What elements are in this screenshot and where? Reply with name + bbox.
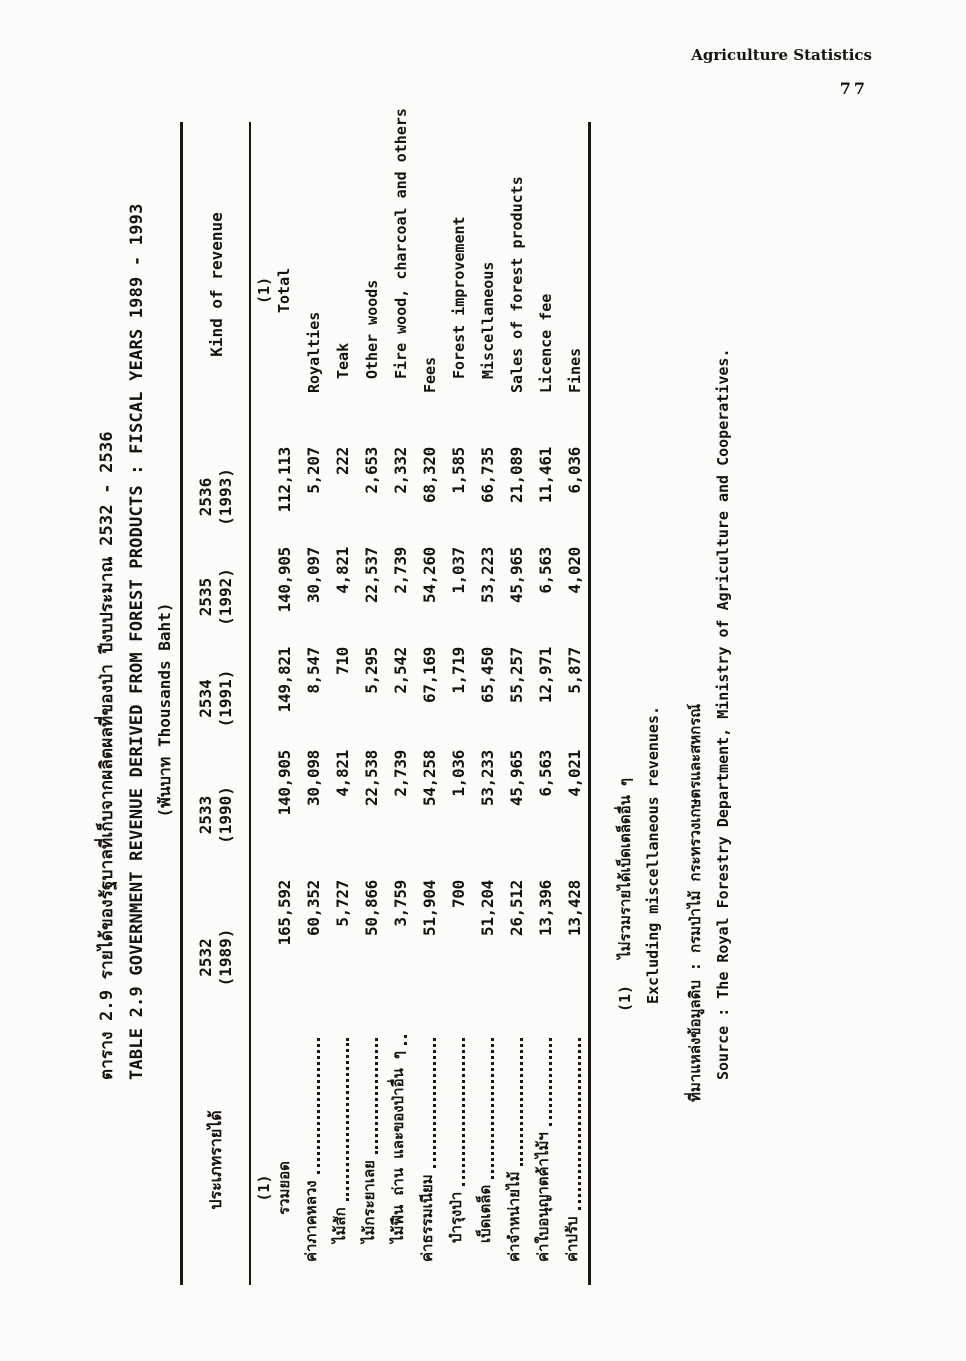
row-label-english: Fees [421, 356, 439, 393]
source-line-thai: ที่มาแหล่งข้อมูลดิบ : กรมป่าไม้ กระทรวงเกษตรและสหกรณ์ [686, 703, 704, 1102]
row-value-2536: 112,113 [275, 447, 294, 513]
revenue-table [180, 108, 591, 1285]
row-value-2535: 6,563 [536, 547, 555, 594]
source-line-english: Source : The Royal Forestry Department, Ministry of Agriculture and Cooperatives. [714, 348, 732, 1080]
row-label-english: Fines [566, 347, 584, 393]
table-title-block [82, 120, 152, 1300]
row-label-thai: ไม้กระยาเลย [357, 1035, 385, 1285]
row-label-english: Teak [334, 342, 352, 379]
rotated-table-sheet [82, 108, 792, 1300]
row-value-2533: 140,905 [275, 750, 294, 816]
row-label-thai: (1) รวมยอด [255, 1161, 293, 1215]
row-value-2536: 11,461 [536, 447, 555, 503]
row-value-2533: 1,036 [449, 750, 468, 797]
row-value-2532: 5,727 [333, 880, 352, 927]
table-row [443, 122, 472, 1285]
row-value-2535: 30,097 [304, 547, 323, 603]
row-value-2533: 22,538 [362, 750, 381, 806]
row-label-english: (1) Total [255, 267, 293, 313]
row-value-2535: 4,020 [565, 547, 584, 594]
table-title-english: TABLE 2.9 GOVERNMENT REVENUE DERIVED FROM FOREST PRODUCTS : FISCAL YEARS 1989 - 1993 [127, 203, 147, 1080]
dotted-leader [549, 1038, 552, 1126]
table-row [530, 122, 559, 1285]
dotted-leader [375, 1038, 378, 1154]
table-row [559, 122, 588, 1285]
row-label-english: Fire wood, charcoal and others [392, 108, 410, 379]
footnote-1 [611, 120, 639, 1300]
row-value-2534: 5,295 [362, 647, 381, 694]
row-value-2535: 1,037 [449, 547, 468, 594]
year-column-header: 2536 (1993) [196, 468, 235, 526]
page-number: 77 [839, 79, 868, 98]
row-value-2532: 13,396 [536, 880, 555, 936]
row-value-2533: 2,739 [391, 750, 410, 797]
table-row [298, 122, 327, 1285]
row-label-thai: ค่าจำหน่ายไม้ [502, 1035, 530, 1285]
row-label-thai: เบ็ดเตล็ด [473, 1035, 501, 1285]
dotted-leader [404, 1035, 407, 1045]
row-label-thai: ค่าใบอนุญาตค้าไม้ฯ [531, 1035, 559, 1285]
row-label-thai: ค่าภาคหลวง [299, 1035, 327, 1285]
row-value-2536: 21,089 [507, 447, 526, 503]
row-value-2535: 4,821 [333, 547, 352, 594]
row-label-thai: ค่าปรับ [560, 1035, 588, 1285]
table-header-row [183, 122, 249, 1285]
row-value-2536: 1,585 [449, 447, 468, 494]
dotted-leader [317, 1038, 320, 1174]
row-label-thai: ค่าธรรมเนียม [415, 1035, 443, 1285]
dotted-leader [433, 1038, 436, 1168]
row-label-thai: บำรุงป่า [444, 1035, 472, 1285]
row-value-2532: 51,904 [420, 880, 439, 936]
row-value-2532: 60,352 [304, 880, 323, 936]
row-value-2534: 2,542 [391, 647, 410, 694]
year-column-header: 2534 (1991) [196, 669, 235, 728]
row-value-2534: 149,821 [275, 647, 294, 713]
table-row [385, 108, 414, 1285]
row-value-2534: 1,719 [449, 647, 468, 694]
row-value-2534: 67,169 [420, 647, 439, 703]
row-value-2536: 6,036 [565, 447, 584, 494]
row-value-2532: 3,759 [391, 880, 410, 927]
row-value-2536: 66,735 [478, 447, 497, 503]
row-value-2533: 53,233 [478, 750, 497, 806]
row-value-2532: 51,204 [478, 880, 497, 936]
table-body [251, 108, 588, 1285]
column-header-kind-of-revenue: Kind of revenue [206, 212, 226, 357]
row-label-english: Miscellaneous [479, 261, 497, 379]
row-value-2535: 53,223 [478, 547, 497, 603]
row-value-2533: 6,563 [536, 750, 555, 797]
footnote-marker: (1) [616, 984, 634, 1012]
row-value-2535: 22,537 [362, 547, 381, 603]
dotted-leader [346, 1038, 349, 1201]
row-value-2532: 26,512 [507, 880, 526, 936]
row-value-2536: 2,653 [362, 447, 381, 494]
table-title-thai: ตาราง 2.9 รายได้ของรัฐบาลที่เก็บจากผลิตผลที่ของป่า ปีงบประมาณ 2532 - 2536 [97, 431, 117, 1080]
table-row [251, 122, 298, 1285]
row-value-2533: 30,098 [304, 750, 323, 806]
row-value-2534: 710 [333, 647, 352, 675]
running-head: Agriculture Statistics [691, 46, 872, 64]
row-value-2536: 5,207 [304, 447, 323, 494]
row-value-2532: 165,592 [275, 880, 294, 946]
row-label-english: Forest improvement [450, 216, 468, 379]
row-value-2535: 2,739 [391, 547, 410, 594]
row-value-2532: 13,428 [565, 880, 584, 936]
table-unit-label: (พันบาท Thousands Baht) [155, 602, 174, 818]
row-value-2533: 54,258 [420, 750, 439, 806]
dotted-leader [578, 1038, 581, 1210]
row-value-2535: 45,965 [507, 547, 526, 603]
row-value-2534: 12,971 [536, 647, 555, 703]
row-label-english: Sales of forest products [508, 176, 526, 393]
table-bottom-rule [588, 122, 591, 1285]
footnote-english: Excluding miscellaneous revenues. [644, 705, 662, 1004]
row-value-2534: 55,257 [507, 647, 526, 703]
table-row [414, 122, 443, 1285]
table-row [356, 122, 385, 1285]
row-value-2532: 700 [449, 880, 468, 908]
row-value-2534: 65,450 [478, 647, 497, 703]
row-value-2533: 45,965 [507, 750, 526, 806]
table-row [501, 122, 530, 1285]
row-value-2536: 68,320 [420, 447, 439, 503]
year-column-header: 2535 (1992) [196, 568, 235, 626]
row-value-2533: 4,021 [565, 750, 584, 797]
row-label-english: Royalties [305, 311, 323, 393]
row-value-2533: 4,821 [333, 750, 352, 797]
row-value-2536: 2,332 [391, 447, 410, 494]
row-label-thai: ไม้ฟืน ถ่าน และของป่าอื่น ๆ [386, 1035, 414, 1285]
dotted-leader [462, 1038, 465, 1186]
row-label-english: Other woods [363, 279, 381, 379]
row-value-2535: 140,905 [275, 547, 294, 613]
column-header-revenue-type-thai: ประเภทรายได้ [205, 1110, 225, 1210]
footnotes-block [611, 120, 737, 1300]
row-label-thai: ไม้สัก [328, 1035, 356, 1285]
row-value-2536: 222 [333, 447, 352, 475]
dotted-leader [491, 1038, 494, 1179]
table-row [472, 122, 501, 1285]
row-value-2532: 50,866 [362, 880, 381, 936]
row-value-2535: 54,260 [420, 547, 439, 603]
year-column-header: 2533 (1990) [196, 786, 235, 844]
dotted-leader [520, 1038, 523, 1166]
row-value-2534: 5,877 [565, 647, 584, 694]
footnote-thai: ไม่รวมรายได้เบ็ดเตล็ดอื่น ๆ [616, 778, 634, 959]
row-label-english: Licence fee [537, 293, 555, 393]
row-value-2534: 8,547 [304, 647, 323, 694]
year-column-header: 2532 (1989) [196, 928, 235, 987]
table-row [327, 122, 356, 1285]
